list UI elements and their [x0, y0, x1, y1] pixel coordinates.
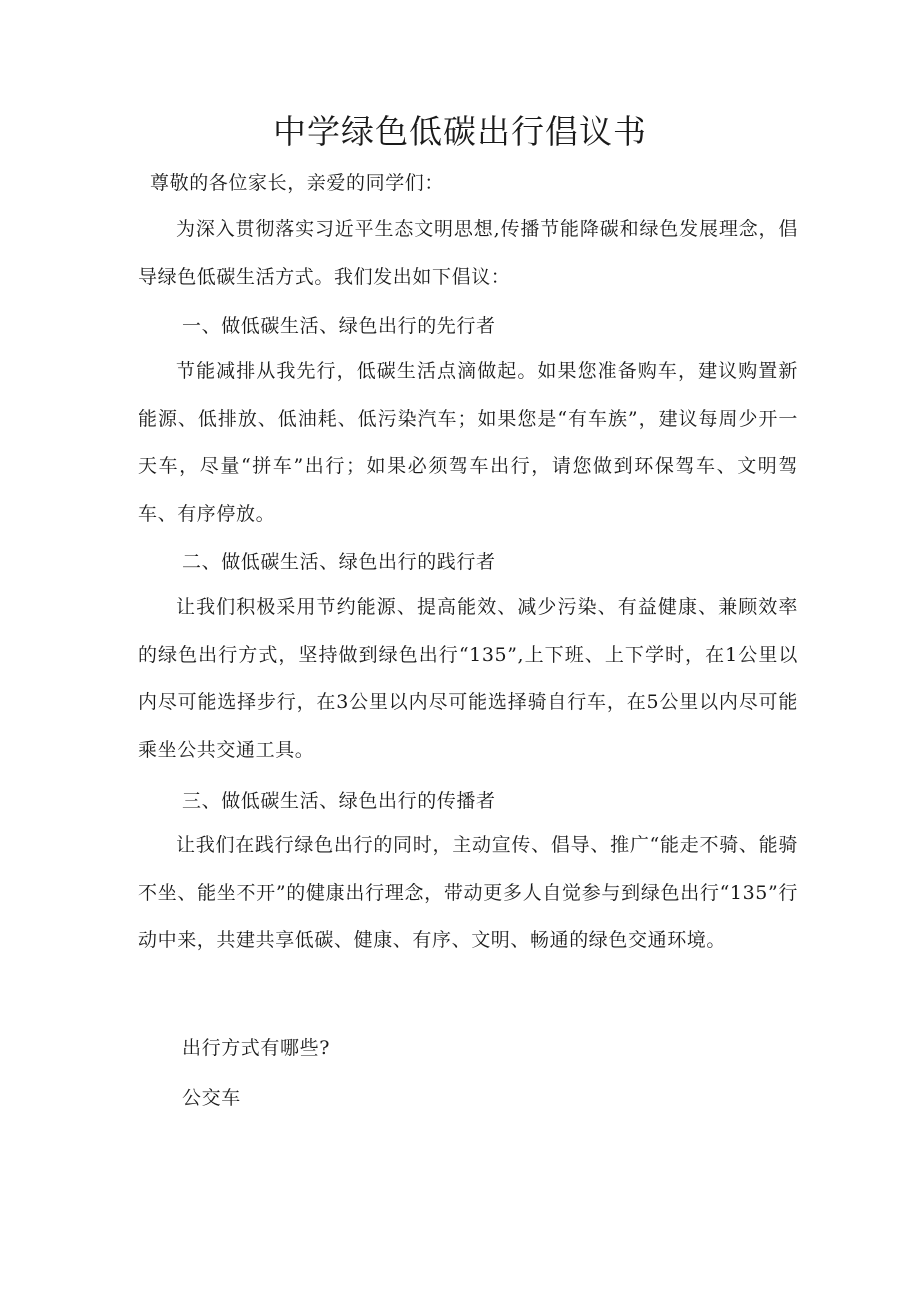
salutation: 尊敬的各位家长，亲爱的同学们：	[150, 172, 445, 194]
section-1-heading: 一、做低碳生活、绿色出行的先行者	[182, 315, 496, 337]
question-line: 出行方式有哪些?	[182, 1037, 330, 1059]
intro-paragraph: 为深入贯彻落实习近平生态文明思想,传播节能降碳和绿色发展理念，倡导绿色低碳生活方式。我们发出如下倡议：	[138, 218, 798, 288]
section-2-heading: 二、做低碳生活、绿色出行的践行者	[182, 551, 496, 573]
answer-line: 公交车	[182, 1087, 241, 1109]
section-3-body: 让我们在践行绿色出行的同时，主动宣传、倡导、推广“能走不骑、能骑不坐、能坐不开”的健康出行理念，带动更多人自觉参与到绿色出行“135”行动中来，共建共享低碳、健康、有序、文明、畅通的绿色交通环境。	[138, 834, 798, 951]
section-2-body: 让我们积极采用节约能源、提高能效、减少污染、有益健康、兼顾效率的绿色出行方式，坚持做到绿色出行“135”,上下班、上下学时，在1公里以内尽可能选择步行，在3公里以内尽可能选择骑自行车，在5公里以内尽可能乘坐公共交通工具。	[138, 596, 798, 761]
section-3-heading: 三、做低碳生活、绿色出行的传播者	[182, 790, 496, 812]
section-1-body: 节能减排从我先行，低碳生活点滴做起。如果您准备购车，建议购置新能源、低排放、低油耗、低污染汽车；如果您是“有车族”，建议每周少开一天车，尽量“拼车”出行；如果必须驾车出行，请您做到环保驾车、文明驾车、有序停放。	[138, 360, 798, 525]
document-title: 中学绿色低碳出行倡议书	[273, 112, 647, 151]
